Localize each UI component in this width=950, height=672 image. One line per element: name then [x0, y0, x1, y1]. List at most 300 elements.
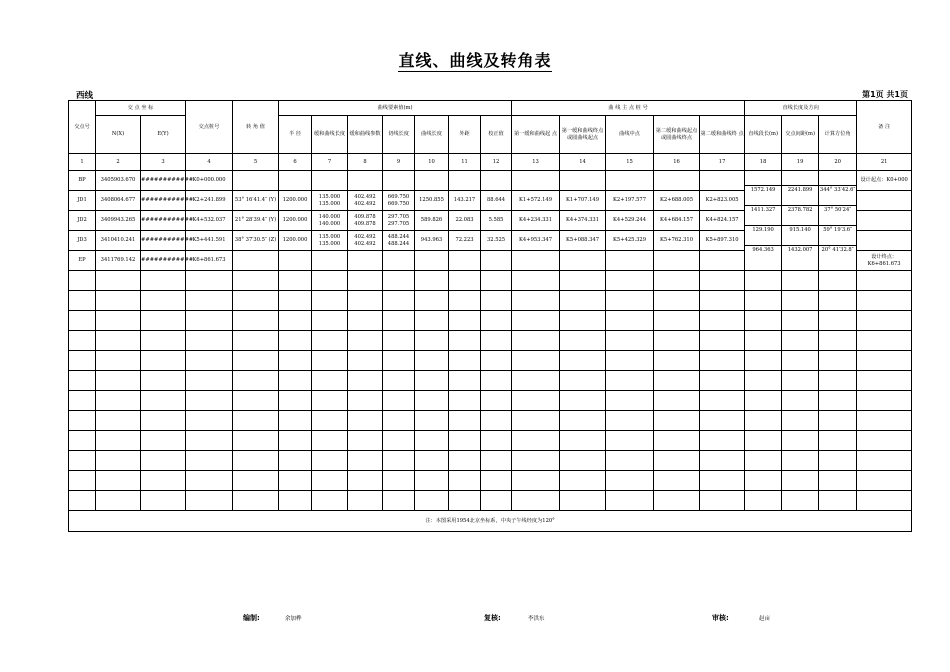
cell-hz: [700, 351, 745, 371]
cell-t: 297.705 297.705: [383, 211, 415, 231]
cell-station: [186, 411, 233, 431]
cell-angle: [233, 411, 279, 431]
cell-hz: [700, 331, 745, 351]
cell-angle: [233, 451, 279, 471]
cell-zh: K4+953.347: [512, 231, 560, 251]
cell-seg-dist: [782, 311, 819, 331]
cell-qz: [606, 311, 654, 331]
cell-hz: K4+824.157: [700, 211, 745, 231]
cell-l: 589.826: [415, 211, 449, 231]
header-azimuth: 计算方位角: [819, 116, 857, 154]
cell-t: [383, 451, 415, 471]
cell-seg-az: [819, 311, 857, 331]
cell-zh: K1+572.149: [512, 191, 560, 211]
column-index: 8: [348, 154, 383, 171]
table-row: [69, 311, 912, 331]
cell-remark: [857, 471, 912, 491]
cell-ls: [312, 251, 348, 271]
cell-station: [186, 291, 233, 311]
cell-n: [96, 351, 141, 371]
cell-j: [481, 371, 512, 391]
header-radius: 半 径: [279, 116, 312, 154]
cell-hy: [560, 171, 606, 191]
cell-a: [348, 171, 383, 191]
cell-yh: [654, 291, 700, 311]
cell-angle: [233, 391, 279, 411]
cell-hz: K5+897.310: [700, 231, 745, 251]
cell-l: [415, 371, 449, 391]
cell-hy: [560, 371, 606, 391]
cell-hz: [700, 431, 745, 451]
cell-a: [348, 291, 383, 311]
header-yh: 第二缓和曲线起点或圆曲线终点: [654, 116, 700, 154]
segment-dist: 2241.899: [782, 185, 818, 195]
cell-seg-az: [819, 371, 857, 391]
cell-radius: [279, 371, 312, 391]
cell-t: [383, 471, 415, 491]
cell-t: [383, 391, 415, 411]
cell-hz: K2+823.005: [700, 191, 745, 211]
cell-ls: [312, 431, 348, 451]
header-coord: 交 点 坐 标: [96, 101, 186, 116]
cell-n: [96, 451, 141, 471]
header-n: N(X): [96, 116, 141, 154]
cell-j: [481, 291, 512, 311]
cell-ed: [449, 471, 481, 491]
cell-jd: [69, 371, 96, 391]
cell-ed: [449, 411, 481, 431]
segment-az: 37° 50′24″: [819, 205, 856, 215]
column-index: 10: [415, 154, 449, 171]
cell-zh: [512, 491, 560, 511]
cell-n: [96, 491, 141, 511]
cell-t: [383, 351, 415, 371]
cell-yh: [654, 391, 700, 411]
cell-seg-len: [745, 451, 782, 471]
cell-qz: [606, 331, 654, 351]
cell-hz: [700, 371, 745, 391]
column-index: 16: [654, 154, 700, 171]
cell-seg-len: [745, 191, 782, 211]
cell-station: K6+861.673: [186, 251, 233, 271]
cell-j: [481, 271, 512, 291]
cell-seg-az: [819, 411, 857, 431]
column-index: 11: [449, 154, 481, 171]
table-row: [69, 171, 912, 191]
cell-e: ############: [141, 171, 186, 191]
cell-remark: [857, 351, 912, 371]
cell-ed: [449, 311, 481, 331]
header-ls: 缓和曲线长度: [312, 116, 348, 154]
cell-l: [415, 171, 449, 191]
cell-l: [415, 331, 449, 351]
cell-seg-len: [745, 471, 782, 491]
cell-seg-dist: [782, 251, 819, 271]
cell-remark: [857, 311, 912, 331]
cell-hy: [560, 471, 606, 491]
segment-len: 1572.149: [745, 185, 781, 195]
cell-j: 88.644: [481, 191, 512, 211]
cell-e: [141, 431, 186, 451]
cell-yh: [654, 331, 700, 351]
cell-remark: [857, 491, 912, 511]
cell-l: [415, 451, 449, 471]
cell-ls: [312, 271, 348, 291]
cell-qz: [606, 271, 654, 291]
cell-radius: [279, 491, 312, 511]
cell-e: [141, 331, 186, 351]
segment-dist: 2378.782: [782, 205, 818, 215]
column-index: 20: [819, 154, 857, 171]
cell-a: [348, 471, 383, 491]
cell-angle: [233, 371, 279, 391]
segment-az: 20° 41′32.8″: [819, 245, 856, 255]
cell-station: K0+000.000: [186, 171, 233, 191]
cell-seg-dist: [782, 451, 819, 471]
cell-zh: [512, 351, 560, 371]
table-row: [69, 211, 912, 231]
cell-jd: JD1: [69, 191, 96, 211]
cell-angle: [233, 291, 279, 311]
cell-e: [141, 411, 186, 431]
cell-yh: [654, 411, 700, 431]
cell-station: [186, 371, 233, 391]
table-row: [69, 271, 912, 291]
column-index: 4: [186, 154, 233, 171]
cell-remark: [857, 331, 912, 351]
cell-qz: [606, 471, 654, 491]
cell-remark: [857, 291, 912, 311]
cell-radius: [279, 331, 312, 351]
segment-az: 344° 33′42.6″: [819, 187, 856, 193]
column-index: 18: [745, 154, 782, 171]
cell-jd: EP: [69, 251, 96, 271]
cell-n: [96, 411, 141, 431]
cell-j: [481, 491, 512, 511]
cell-ed: [449, 291, 481, 311]
cell-jd: JD2: [69, 211, 96, 231]
cell-yh: [654, 271, 700, 291]
cell-qz: [606, 251, 654, 271]
cell-ed: [449, 271, 481, 291]
cell-hz: [700, 391, 745, 411]
cell-hy: [560, 451, 606, 471]
cell-l: [415, 311, 449, 331]
cell-zh: [512, 171, 560, 191]
cell-qz: [606, 411, 654, 431]
cell-t: [383, 431, 415, 451]
cell-zh: [512, 331, 560, 351]
cell-angle: [233, 251, 279, 271]
page-info: 第1页 共1页: [862, 90, 908, 99]
cell-ls: 140.000 140.000: [312, 211, 348, 231]
cell-yh: K2+688.005: [654, 191, 700, 211]
cell-seg-dist: [782, 411, 819, 431]
cell-e: [141, 311, 186, 331]
cell-hy: [560, 271, 606, 291]
cell-zh: [512, 451, 560, 471]
cell-qz: [606, 451, 654, 471]
header-main-points: 曲 线 主 点 桩 号: [512, 101, 745, 116]
cell-radius: [279, 251, 312, 271]
cell-t: [383, 251, 415, 271]
cell-n: 3411769.142: [96, 251, 141, 271]
cell-station: [186, 311, 233, 331]
cell-remark: 设计起点：K0+000: [857, 171, 912, 191]
cell-l: [415, 411, 449, 431]
cell-jd: [69, 291, 96, 311]
cell-ed: [449, 491, 481, 511]
header-station: 交点桩号: [186, 101, 233, 154]
cell-station: [186, 451, 233, 471]
cell-jd: [69, 411, 96, 431]
cell-radius: [279, 411, 312, 431]
cell-remark: [857, 371, 912, 391]
header-angle: 转 角 值: [233, 101, 279, 154]
cell-yh: K5+762.310: [654, 231, 700, 251]
cell-a: [348, 351, 383, 371]
cell-qz: [606, 291, 654, 311]
cell-remark: [857, 451, 912, 471]
cell-seg-az: [819, 331, 857, 351]
header-line-group: 直线长度及方向: [745, 101, 857, 116]
header-hy: 第一缓和曲线终点或圆曲线起点: [560, 116, 606, 154]
segment-len: 964.363: [745, 245, 781, 255]
route-name: 西线: [76, 91, 94, 101]
cell-e: [141, 391, 186, 411]
cell-zh: K4+234.331: [512, 211, 560, 231]
cell-t: 669.750 669.750: [383, 191, 415, 211]
cell-angle: [233, 351, 279, 371]
table-row: [69, 471, 912, 491]
cell-l: [415, 271, 449, 291]
cell-hz: [700, 251, 745, 271]
cell-seg-len: [745, 351, 782, 371]
cell-e: ############: [141, 231, 186, 251]
cell-yh: [654, 311, 700, 331]
cell-ls: [312, 351, 348, 371]
cell-radius: [279, 431, 312, 451]
cell-angle: [233, 171, 279, 191]
cell-seg-dist: [782, 171, 819, 191]
segment-az: 59° 19′3.6″: [819, 225, 856, 235]
table-row: [69, 411, 912, 431]
cell-n: [96, 371, 141, 391]
cell-station: [186, 431, 233, 451]
cell-hz: [700, 471, 745, 491]
cell-jd: [69, 391, 96, 411]
column-index: 2: [96, 154, 141, 171]
cell-hy: [560, 331, 606, 351]
cell-seg-dist: [782, 231, 819, 251]
cell-zh: [512, 371, 560, 391]
column-index: 19: [782, 154, 819, 171]
cell-angle: 21° 28′39.4″ (Y): [233, 211, 279, 231]
cell-l: [415, 491, 449, 511]
cell-angle: [233, 271, 279, 291]
cell-a: [348, 271, 383, 291]
cell-l: 1250.855: [415, 191, 449, 211]
cell-ls: 135.000 135.000: [312, 191, 348, 211]
cell-seg-az: [819, 191, 857, 211]
cell-radius: 1200.000: [279, 231, 312, 251]
review-label: 复核:: [484, 614, 501, 622]
cell-angle: [233, 311, 279, 331]
cell-j: [481, 411, 512, 431]
cell-ed: [449, 451, 481, 471]
cell-station: [186, 331, 233, 351]
cell-n: 3405903.670: [96, 171, 141, 191]
cell-j: [481, 471, 512, 491]
cell-ls: [312, 391, 348, 411]
segment-len: 129.190: [745, 225, 781, 235]
cell-yh: K4+684.157: [654, 211, 700, 231]
header-jd-no: 交点号: [69, 101, 96, 154]
column-index: 12: [481, 154, 512, 171]
cell-hz: [700, 411, 745, 431]
cell-e: [141, 351, 186, 371]
cell-ls: [312, 471, 348, 491]
cell-jd: JD3: [69, 231, 96, 251]
cell-l: [415, 391, 449, 411]
cell-yh: [654, 471, 700, 491]
cell-j: 5.585: [481, 211, 512, 231]
cell-yh: [654, 171, 700, 191]
review-name: 李洪东: [528, 616, 545, 622]
cell-angle: [233, 471, 279, 491]
cell-t: [383, 331, 415, 351]
cell-e: [141, 291, 186, 311]
cell-qz: K5+425.329: [606, 231, 654, 251]
cell-zh: [512, 391, 560, 411]
cell-ls: [312, 451, 348, 471]
cell-remark: [857, 231, 912, 251]
cell-n: [96, 431, 141, 451]
cell-station: K5+441.591: [186, 231, 233, 251]
header-j: 校正值: [481, 116, 512, 154]
cell-seg-az: [819, 171, 857, 191]
cell-n: [96, 471, 141, 491]
table-row: [69, 391, 912, 411]
index-row: [69, 154, 912, 171]
cell-t: [383, 311, 415, 331]
cell-l: [415, 471, 449, 491]
segment-dist: 1432.007: [782, 245, 818, 255]
cell-seg-len: [745, 331, 782, 351]
cell-qz: [606, 431, 654, 451]
cell-a: [348, 251, 383, 271]
cell-seg-len: [745, 291, 782, 311]
table-title: 直线、曲线及转角表: [398, 51, 552, 70]
cell-e: ############: [141, 211, 186, 231]
cell-e: [141, 491, 186, 511]
column-index: 17: [700, 154, 745, 171]
cell-qz: [606, 371, 654, 391]
cell-angle: [233, 331, 279, 351]
cell-seg-dist: [782, 331, 819, 351]
cell-qz: [606, 171, 654, 191]
cell-ls: [312, 311, 348, 331]
cell-seg-dist: [782, 471, 819, 491]
cell-a: [348, 391, 383, 411]
cell-radius: 1200.000: [279, 211, 312, 231]
cell-seg-az: [819, 351, 857, 371]
cell-a: [348, 491, 383, 511]
column-index: 7: [312, 154, 348, 171]
cell-station: [186, 351, 233, 371]
cell-jd: [69, 471, 96, 491]
cell-ls: [312, 331, 348, 351]
cell-radius: 1200.000: [279, 191, 312, 211]
cell-j: 32.525: [481, 231, 512, 251]
cell-t: [383, 291, 415, 311]
header-remark: 备 注: [857, 101, 912, 154]
cell-n: [96, 291, 141, 311]
cell-yh: [654, 431, 700, 451]
cell-seg-dist: [782, 211, 819, 231]
cell-yh: [654, 251, 700, 271]
cell-seg-az: [819, 451, 857, 471]
cell-radius: [279, 291, 312, 311]
header-jd-dist: 交点间距(m): [782, 116, 819, 154]
segment-len: 1411.327: [745, 205, 781, 215]
cell-seg-dist: [782, 491, 819, 511]
cell-seg-az: [819, 291, 857, 311]
cell-hy: K5+088.347: [560, 231, 606, 251]
cell-ls: [312, 411, 348, 431]
cell-hz: [700, 311, 745, 331]
cell-a: 409.878 409.878: [348, 211, 383, 231]
cell-a: [348, 371, 383, 391]
table-row: [69, 331, 912, 351]
column-index: 5: [233, 154, 279, 171]
cell-hy: [560, 351, 606, 371]
cell-a: [348, 451, 383, 471]
cell-l: [415, 431, 449, 451]
cell-jd: [69, 311, 96, 331]
cell-station: [186, 471, 233, 491]
cell-radius: [279, 451, 312, 471]
cell-jd: [69, 451, 96, 471]
header-l: 曲线长度: [415, 116, 449, 154]
table-row: [69, 291, 912, 311]
cell-hy: [560, 431, 606, 451]
compile-label: 编制:: [243, 614, 260, 622]
cell-radius: [279, 311, 312, 331]
cell-remark: [857, 391, 912, 411]
cell-e: ############: [141, 251, 186, 271]
curve-table: [68, 100, 912, 532]
cell-e: [141, 471, 186, 491]
cell-t: [383, 411, 415, 431]
cell-zh: [512, 311, 560, 331]
cell-t: 488.244 488.244: [383, 231, 415, 251]
cell-qz: [606, 491, 654, 511]
cell-n: [96, 331, 141, 351]
cell-seg-az: [819, 431, 857, 451]
cell-e: [141, 371, 186, 391]
cell-seg-dist: [782, 391, 819, 411]
cell-ed: [449, 331, 481, 351]
cell-hy: [560, 391, 606, 411]
cell-seg-len: [745, 251, 782, 271]
cell-n: 3408064.677: [96, 191, 141, 211]
cell-zh: [512, 251, 560, 271]
cell-ed: [449, 391, 481, 411]
cell-ls: [312, 491, 348, 511]
cell-seg-az: [819, 391, 857, 411]
cell-ls: [312, 371, 348, 391]
